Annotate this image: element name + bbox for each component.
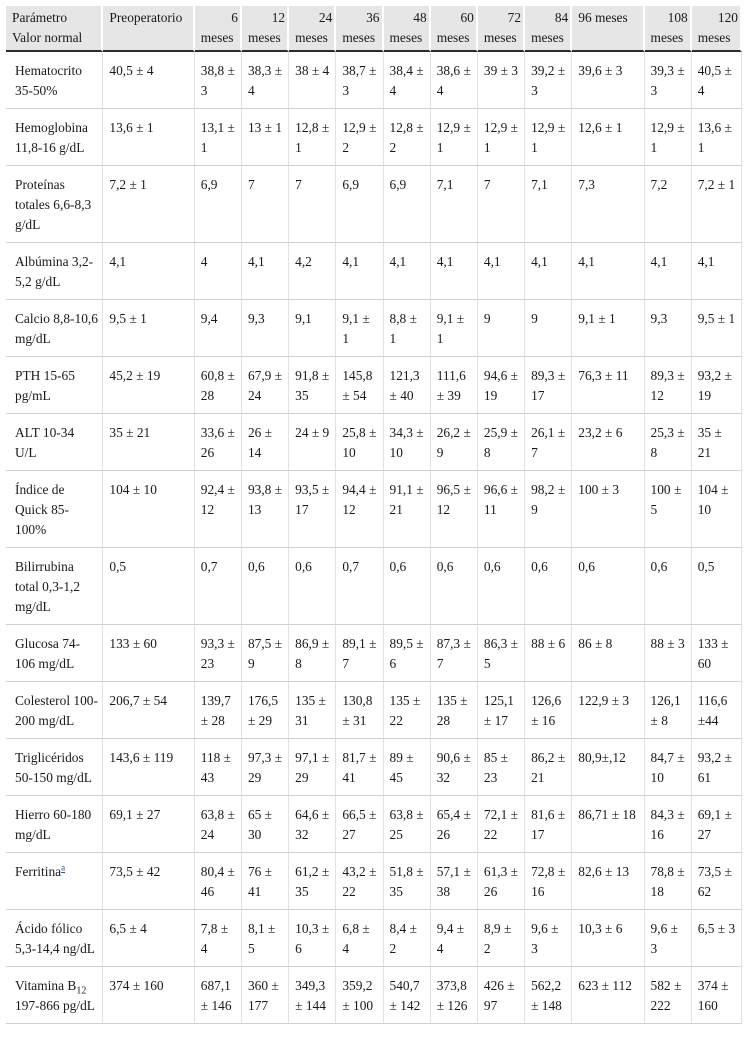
parameter-cell (6, 853, 103, 910)
value-cell: 89,3 ± 17 (525, 357, 572, 414)
value-cell: 97,1 ± 29 (289, 739, 336, 796)
value-cell: 89 ± 45 (384, 739, 431, 796)
value-cell: 9 (478, 300, 525, 357)
value-cell: 10,3 ± 6 (289, 910, 336, 967)
value-cell: 206,7 ± 54 (103, 682, 194, 739)
header-month-unit: meses (200, 30, 234, 45)
value-cell: 85 ± 23 (478, 739, 525, 796)
value-cell: 23,2 ± 6 (572, 414, 644, 471)
value-cell: 86,71 ± 18 (572, 796, 644, 853)
value-cell: 143,6 ± 119 (103, 739, 194, 796)
value-cell: 0,5 (103, 548, 194, 625)
value-cell: 359,2 ± 100 (336, 967, 383, 1024)
value-cell: 45,2 ± 19 (103, 357, 194, 414)
parameter-label: Ferritina (15, 864, 62, 879)
value-cell: 63,8 ± 25 (384, 796, 431, 853)
table-header (6, 6, 742, 52)
value-cell: 38,6 ± 4 (431, 52, 478, 109)
parameter-label: Glucosa 74-106 mg/dL (15, 636, 81, 671)
value-cell: 34,3 ± 10 (384, 414, 431, 471)
parameter-cell (6, 625, 103, 682)
value-cell: 12,8 ± 2 (384, 109, 431, 166)
value-cell: 7 (289, 166, 336, 243)
value-cell: 93,5 ± 17 (289, 471, 336, 548)
value-cell: 84,7 ± 10 (645, 739, 692, 796)
value-cell: 84,3 ± 16 (645, 796, 692, 853)
header-month (431, 6, 478, 52)
value-cell: 13,6 ± 1 (103, 109, 194, 166)
value-cell: 89,5 ± 6 (384, 625, 431, 682)
value-cell: 0,5 (692, 548, 742, 625)
parameter-cell (6, 109, 103, 166)
value-cell: 374 ± 160 (103, 967, 194, 1024)
value-cell: 96,5 ± 12 (431, 471, 478, 548)
value-cell: 360 ± 177 (242, 967, 289, 1024)
value-cell: 69,1 ± 27 (103, 796, 194, 853)
value-cell: 0,6 (242, 548, 289, 625)
value-cell: 7,2 ± 1 (103, 166, 194, 243)
value-cell: 61,3 ± 26 (478, 853, 525, 910)
value-cell: 111,6 ± 39 (431, 357, 478, 414)
value-cell: 9 (525, 300, 572, 357)
value-cell: 9,4 ± 4 (431, 910, 478, 967)
value-cell: 9,3 (645, 300, 692, 357)
value-cell: 72,8 ± 16 (525, 853, 572, 910)
value-cell: 72,1 ± 22 (478, 796, 525, 853)
value-cell: 26 ± 14 (242, 414, 289, 471)
parameter-cell (6, 166, 103, 243)
value-cell: 66,5 ± 27 (336, 796, 383, 853)
value-cell: 4,1 (384, 243, 431, 300)
value-cell: 9,1 ± 1 (336, 300, 383, 357)
value-cell: 6,5 ± 3 (692, 910, 742, 967)
value-cell: 24 ± 9 (289, 414, 336, 471)
value-cell: 9,1 (289, 300, 336, 357)
value-cell: 92,4 ± 12 (195, 471, 242, 548)
value-cell: 67,9 ± 24 (242, 357, 289, 414)
header-month-number: 12 (271, 10, 286, 25)
table-row (6, 853, 742, 910)
value-cell: 93,2 ± 19 (692, 357, 742, 414)
value-cell: 4,1 (478, 243, 525, 300)
header-month-number: 120 (717, 10, 738, 25)
value-cell: 7,2 ± 1 (692, 166, 742, 243)
parameter-cell (6, 682, 103, 739)
value-cell: 12,9 ± 1 (431, 109, 478, 166)
value-cell: 94,4 ± 12 (336, 471, 383, 548)
value-cell: 25,3 ± 8 (645, 414, 692, 471)
value-cell: 51,8 ± 35 (384, 853, 431, 910)
table-row (6, 910, 742, 967)
table-row (6, 243, 742, 300)
value-cell: 139,7 ± 28 (195, 682, 242, 739)
value-cell: 145,8 ± 54 (336, 357, 383, 414)
parameter-label: Bilirrubina total 0,3-1,2 mg/dL (15, 559, 81, 614)
footnote-link[interactable]: a (61, 862, 66, 873)
value-cell: 4,1 (242, 243, 289, 300)
value-cell: 25,8 ± 10 (336, 414, 383, 471)
value-cell: 87,3 ± 7 (431, 625, 478, 682)
value-cell: 582 ± 222 (645, 967, 692, 1024)
value-cell: 25,9 ± 8 (478, 414, 525, 471)
value-cell: 133 ± 60 (103, 625, 194, 682)
value-cell: 0,6 (645, 548, 692, 625)
value-cell: 81,6 ± 17 (525, 796, 572, 853)
header-month-number: 108 (667, 10, 688, 25)
value-cell: 26,2 ± 9 (431, 414, 478, 471)
value-cell: 100 ± 5 (645, 471, 692, 548)
header-month-number: 36 (366, 10, 380, 25)
parameter-label: Índice de Quick 85-100% (15, 482, 69, 537)
value-cell: 91,8 ± 35 (289, 357, 336, 414)
parameter-label: Hierro 60-180 mg/dL (15, 807, 92, 842)
table-row (6, 52, 742, 109)
value-cell: 12,8 ± 1 (289, 109, 336, 166)
value-cell: 4,1 (103, 243, 194, 300)
parameter-label: Calcio 8,8-10,6 mg/dL (15, 311, 98, 346)
value-cell: 562,2 ± 148 (525, 967, 572, 1024)
header-month (242, 6, 289, 52)
value-cell: 90,6 ± 32 (431, 739, 478, 796)
parameter-cell (6, 357, 103, 414)
value-cell: 39 ± 3 (478, 52, 525, 109)
value-cell: 35 ± 21 (692, 414, 742, 471)
value-cell: 4,1 (336, 243, 383, 300)
value-cell: 9,5 ± 1 (103, 300, 194, 357)
value-cell: 8,9 ± 2 (478, 910, 525, 967)
value-cell: 135 ± 28 (431, 682, 478, 739)
table-row (6, 166, 742, 243)
value-cell: 7,1 (431, 166, 478, 243)
value-cell: 86,3 ± 5 (478, 625, 525, 682)
value-cell: 4,1 (572, 243, 644, 300)
parameter-cell (6, 300, 103, 357)
value-cell: 130,8 ± 31 (336, 682, 383, 739)
parameter-label: Albúmina 3,2-5,2 g/dL (15, 254, 94, 289)
value-cell: 373,8 ± 126 (431, 967, 478, 1024)
value-cell: 7,3 (572, 166, 644, 243)
value-cell: 89,3 ± 12 (645, 357, 692, 414)
parameter-label: Colesterol 100-200 mg/dL (15, 693, 98, 728)
value-cell: 69,1 ± 27 (692, 796, 742, 853)
parameter-cell (6, 243, 103, 300)
value-cell: 126,1 ± 8 (645, 682, 692, 739)
value-cell: 13 ± 1 (242, 109, 289, 166)
value-cell: 96,6 ± 11 (478, 471, 525, 548)
value-cell: 6,8 ± 4 (336, 910, 383, 967)
header-month-number: 24 (318, 10, 333, 25)
value-cell: 65 ± 30 (242, 796, 289, 853)
lab-results-table (6, 6, 742, 1024)
value-cell: 0,6 (525, 548, 572, 625)
value-cell: 104 ± 10 (692, 471, 742, 548)
value-cell: 100 ± 3 (572, 471, 644, 548)
parameter-cell (6, 796, 103, 853)
header-month-number: 60 (460, 10, 474, 25)
value-cell: 12,6 ± 1 (572, 109, 644, 166)
parameter-label: Hemoglobina 11,8-16 g/dL (15, 120, 88, 155)
header-parameter-label: Parámetro (12, 10, 68, 25)
value-cell: 9,6 ± 3 (525, 910, 572, 967)
table-row (6, 357, 742, 414)
value-cell: 35 ± 21 (103, 414, 194, 471)
value-cell: 93,8 ± 13 (242, 471, 289, 548)
value-cell: 8,8 ± 1 (384, 300, 431, 357)
value-cell: 0,6 (572, 548, 644, 625)
header-month (572, 6, 644, 52)
header-month-unit: meses (389, 30, 423, 45)
value-cell: 76 ± 41 (242, 853, 289, 910)
value-cell: 687,1 ± 146 (195, 967, 242, 1024)
value-cell: 39,3 ± 3 (645, 52, 692, 109)
value-cell: 81,7 ± 41 (336, 739, 383, 796)
value-cell: 61,2 ± 35 (289, 853, 336, 910)
value-cell: 65,4 ± 26 (431, 796, 478, 853)
header-month (525, 6, 572, 52)
header-month (645, 6, 692, 52)
value-cell: 9,1 ± 1 (431, 300, 478, 357)
value-cell: 91,1 ± 21 (384, 471, 431, 548)
value-cell: 89,1 ± 7 (336, 625, 383, 682)
value-cell: 78,8 ± 18 (645, 853, 692, 910)
parameter-cell (6, 910, 103, 967)
value-cell: 63,8 ± 24 (195, 796, 242, 853)
table-row (6, 548, 742, 625)
parameter-cell (6, 471, 103, 548)
value-cell: 4,2 (289, 243, 336, 300)
header-month-number: 96 meses (578, 10, 628, 25)
value-cell: 64,6 ± 32 (289, 796, 336, 853)
value-cell: 86 ± 8 (572, 625, 644, 682)
parameter-label: PTH 15-65 pg/mL (15, 368, 75, 403)
value-cell: 7 (242, 166, 289, 243)
value-cell: 33,6 ± 26 (195, 414, 242, 471)
value-cell: 26,1 ± 7 (525, 414, 572, 471)
header-month-unit: meses (342, 30, 376, 45)
value-cell: 8,1 ± 5 (242, 910, 289, 967)
table-row (6, 967, 742, 1024)
parameter-label: Hematocrito 35-50% (15, 63, 82, 98)
parameter-cell (6, 52, 103, 109)
value-cell: 94,6 ± 19 (478, 357, 525, 414)
value-cell: 10,3 ± 6 (572, 910, 644, 967)
header-month (692, 6, 742, 52)
table-row (6, 414, 742, 471)
value-cell: 540,7 ± 142 (384, 967, 431, 1024)
parameter-label: Proteínas totales 6,6-8,3 g/dL (15, 177, 92, 232)
value-cell: 38,3 ± 4 (242, 52, 289, 109)
value-cell: 0,6 (478, 548, 525, 625)
table-row (6, 109, 742, 166)
header-month (289, 6, 336, 52)
value-cell: 60,8 ± 28 (195, 357, 242, 414)
table-row (6, 625, 742, 682)
value-cell: 116,6 ±44 (692, 682, 742, 739)
value-cell: 349,3 ± 144 (289, 967, 336, 1024)
value-cell: 93,3 ± 23 (195, 625, 242, 682)
value-cell: 88 ± 6 (525, 625, 572, 682)
value-cell: 6,5 ± 4 (103, 910, 194, 967)
header-month-unit: meses (436, 30, 470, 45)
value-cell: 623 ± 112 (572, 967, 644, 1024)
value-cell: 9,3 (242, 300, 289, 357)
parameter-label: Ácido fólico 5,3-14,4 ng/dL (15, 921, 95, 956)
value-cell: 12,9 ± 1 (525, 109, 572, 166)
header-month-unit: meses (697, 30, 731, 45)
value-cell: 4,1 (525, 243, 572, 300)
value-cell: 87,5 ± 9 (242, 625, 289, 682)
parameter-label: Triglicéridos 50-150 mg/dL (15, 750, 92, 785)
header-month (195, 6, 242, 52)
parameter-cell (6, 548, 103, 625)
parameter-cell (6, 414, 103, 471)
parameter-subscript: 12 (76, 985, 87, 997)
value-cell: 0,6 (431, 548, 478, 625)
value-cell: 98,2 ± 9 (525, 471, 572, 548)
value-cell: 73,5 ± 62 (692, 853, 742, 910)
value-cell: 4 (195, 243, 242, 300)
value-cell: 0,7 (336, 548, 383, 625)
table-row (6, 739, 742, 796)
header-month (384, 6, 431, 52)
value-cell: 4,1 (645, 243, 692, 300)
value-cell: 76,3 ± 11 (572, 357, 644, 414)
header-month-unit: meses (483, 30, 517, 45)
header-parameter (6, 6, 103, 52)
header-normal-value-label: Valor normal (12, 30, 83, 45)
value-cell: 176,5 ± 29 (242, 682, 289, 739)
value-cell: 8,4 ± 2 (384, 910, 431, 967)
header-month-number: 6 (231, 10, 238, 25)
value-cell: 9,1 ± 1 (572, 300, 644, 357)
value-cell: 12,9 ± 1 (645, 109, 692, 166)
value-cell: 135 ± 22 (384, 682, 431, 739)
table-body (6, 52, 742, 1024)
table-row (6, 300, 742, 357)
value-cell: 80,9±,12 (572, 739, 644, 796)
value-cell: 7,2 (645, 166, 692, 243)
value-cell: 6,9 (336, 166, 383, 243)
header-month-number: 84 (554, 10, 569, 25)
parameter-label: ALT 10-34 U/L (15, 425, 75, 460)
value-cell: 7,1 (525, 166, 572, 243)
value-cell: 135 ± 31 (289, 682, 336, 739)
value-cell: 73,5 ± 42 (103, 853, 194, 910)
header-month (336, 6, 383, 52)
value-cell: 57,1 ± 38 (431, 853, 478, 910)
table-row (6, 682, 742, 739)
header-month-unit: meses (247, 30, 281, 45)
value-cell: 374 ± 160 (692, 967, 742, 1024)
value-cell: 38 ± 4 (289, 52, 336, 109)
header-preop: Preoperatorio (103, 6, 194, 52)
value-cell: 40,5 ± 4 (103, 52, 194, 109)
table-row (6, 471, 742, 548)
value-cell: 133 ± 60 (692, 625, 742, 682)
value-cell: 38,7 ± 3 (336, 52, 383, 109)
value-cell: 118 ± 43 (195, 739, 242, 796)
parameter-cell (6, 967, 103, 1024)
value-cell: 7 (478, 166, 525, 243)
value-cell: 12,9 ± 2 (336, 109, 383, 166)
value-cell: 39,2 ± 3 (525, 52, 572, 109)
value-cell: 39,6 ± 3 (572, 52, 644, 109)
value-cell: 38,4 ± 4 (384, 52, 431, 109)
value-cell: 426 ± 97 (478, 967, 525, 1024)
value-cell: 0,7 (195, 548, 242, 625)
value-cell: 0,6 (289, 548, 336, 625)
value-cell: 6,9 (384, 166, 431, 243)
table-row (6, 796, 742, 853)
value-cell: 121,3 ± 40 (384, 357, 431, 414)
header-month-number: 72 (507, 10, 522, 25)
value-cell: 7,8 ± 4 (195, 910, 242, 967)
value-cell: 86,2 ± 21 (525, 739, 572, 796)
value-cell: 38,8 ± 3 (195, 52, 242, 109)
header-month-number: 48 (413, 10, 427, 25)
value-cell: 88 ± 3 (645, 625, 692, 682)
value-cell: 80,4 ± 46 (195, 853, 242, 910)
value-cell: 13,6 ± 1 (692, 109, 742, 166)
header-month-unit: meses (295, 30, 328, 45)
value-cell: 6,9 (195, 166, 242, 243)
value-cell: 97,3 ± 29 (242, 739, 289, 796)
value-cell: 93,2 ± 61 (692, 739, 742, 796)
value-cell: 86,9 ± 8 (289, 625, 336, 682)
value-cell: 4,1 (692, 243, 742, 300)
value-cell: 104 ± 10 (103, 471, 194, 548)
value-cell: 40,5 ± 4 (692, 52, 742, 109)
value-cell: 12,9 ± 1 (478, 109, 525, 166)
value-cell: 9,5 ± 1 (692, 300, 742, 357)
header-month (478, 6, 525, 52)
value-cell: 126,6 ± 16 (525, 682, 572, 739)
parameter-range: 197-866 pg/dL (15, 998, 95, 1013)
parameter-cell (6, 739, 103, 796)
value-cell: 0,6 (384, 548, 431, 625)
value-cell: 125,1 ± 17 (478, 682, 525, 739)
value-cell: 9,4 (195, 300, 242, 357)
header-month-unit: meses (650, 30, 684, 45)
value-cell: 4,1 (431, 243, 478, 300)
parameter-label: Vitamina B (15, 978, 77, 993)
header-month-unit: meses (531, 30, 564, 45)
value-cell: 9,6 ± 3 (645, 910, 692, 967)
value-cell: 122,9 ± 3 (572, 682, 644, 739)
value-cell: 43,2 ± 22 (336, 853, 383, 910)
value-cell: 82,6 ± 13 (572, 853, 644, 910)
value-cell: 13,1 ± 1 (195, 109, 242, 166)
